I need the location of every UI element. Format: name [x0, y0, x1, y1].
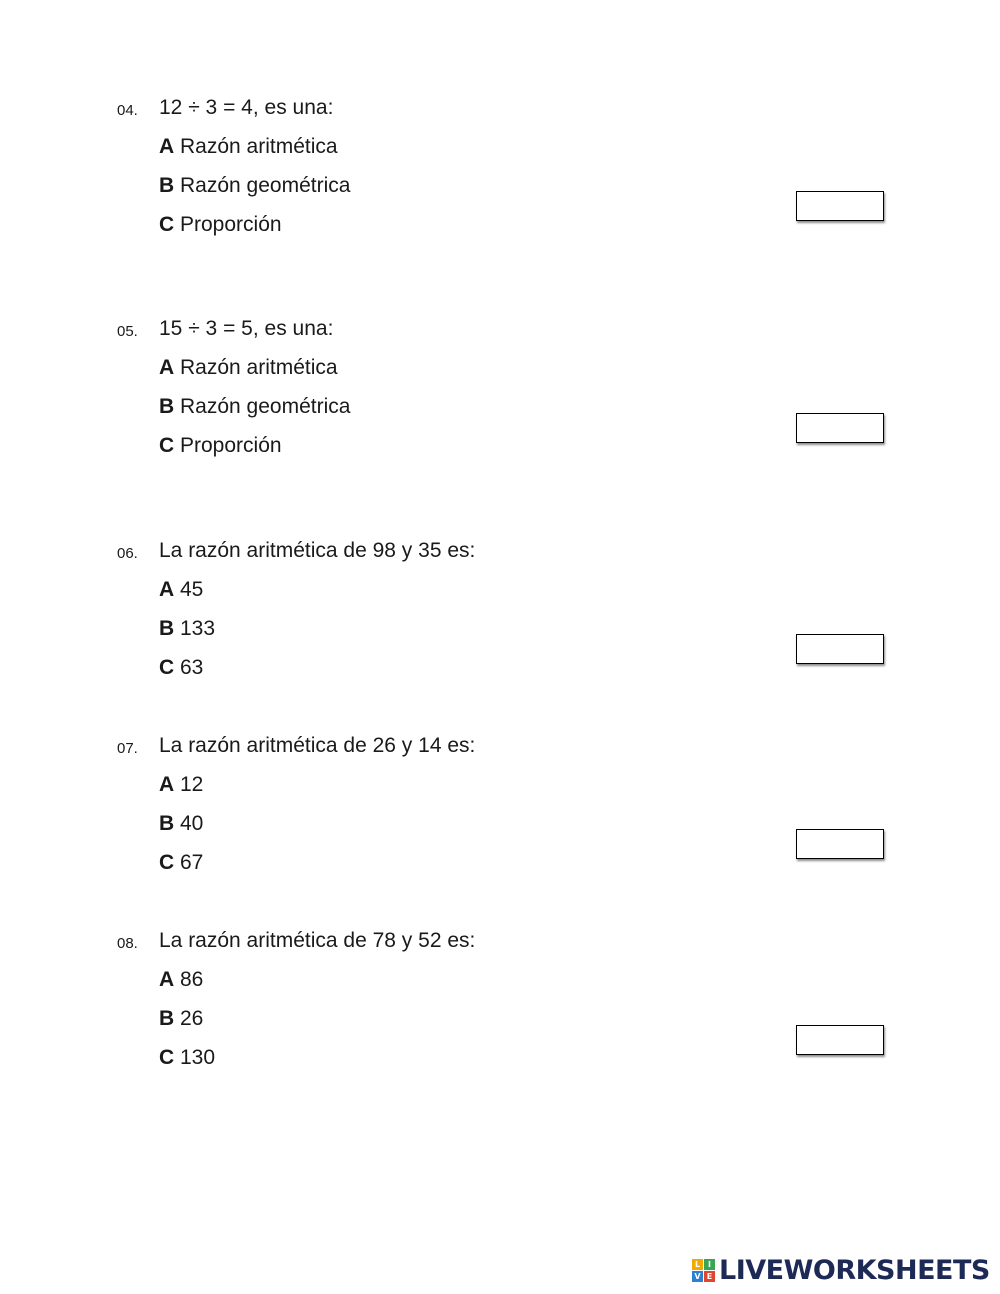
- answer-box-06[interactable]: [796, 634, 884, 664]
- option-letter: A: [159, 773, 175, 796]
- logo-tile: V: [692, 1271, 703, 1282]
- option-letter: A: [159, 356, 175, 379]
- option-letter: C: [159, 851, 175, 874]
- option-b: [159, 812, 203, 836]
- answer-box-07[interactable]: [796, 829, 884, 859]
- option-text: Razón aritmética: [174, 356, 338, 379]
- option-letter: B: [159, 174, 175, 197]
- option-b: [159, 617, 215, 641]
- question-number: 07.: [117, 740, 138, 757]
- option-b: [159, 1007, 203, 1031]
- logo-icon: [692, 1259, 715, 1282]
- option-text: 86: [174, 968, 204, 991]
- option-text: 26: [174, 1007, 204, 1030]
- question-text: La razón aritmética de 98 y 35 es:: [159, 539, 476, 562]
- question-number: 05.: [117, 323, 138, 340]
- option-letter: B: [159, 617, 175, 640]
- option-letter: C: [159, 656, 175, 679]
- option-text: 45: [174, 578, 204, 601]
- option-c: [159, 213, 282, 237]
- option-letter: C: [159, 434, 175, 457]
- question-number: 08.: [117, 935, 138, 952]
- option-letter: A: [159, 968, 175, 991]
- answer-box-08[interactable]: [796, 1025, 884, 1055]
- option-letter: A: [159, 135, 175, 158]
- option-letter: A: [159, 578, 175, 601]
- answer-box-05[interactable]: [796, 413, 884, 443]
- option-a: [159, 578, 203, 602]
- option-a: [159, 356, 338, 380]
- brand-name: LIVEWORKSHEETS: [719, 1254, 990, 1286]
- option-b: [159, 395, 350, 419]
- logo-tile: I: [704, 1259, 715, 1270]
- option-c: [159, 656, 203, 680]
- question-number: 06.: [117, 545, 138, 562]
- option-c: [159, 851, 203, 875]
- question-number: 04.: [117, 102, 138, 119]
- option-text: 133: [174, 617, 216, 640]
- logo-tile: E: [704, 1271, 715, 1282]
- option-text: 12: [174, 773, 204, 796]
- option-text: Razón geométrica: [174, 395, 351, 418]
- answer-box-04[interactable]: [796, 191, 884, 221]
- option-a: [159, 773, 203, 797]
- option-a: [159, 968, 203, 992]
- option-text: Proporción: [174, 213, 282, 236]
- option-letter: B: [159, 395, 175, 418]
- option-letter: B: [159, 1007, 175, 1030]
- option-text: 67: [174, 851, 204, 874]
- question-text: 12 ÷ 3 = 4, es una:: [159, 96, 334, 119]
- option-a: [159, 135, 338, 159]
- option-text: Razón aritmética: [174, 135, 338, 158]
- option-letter: C: [159, 1046, 175, 1069]
- option-text: 130: [174, 1046, 216, 1069]
- liveworksheets-logo: [692, 1255, 990, 1285]
- question-text: La razón aritmética de 78 y 52 es:: [159, 929, 476, 952]
- option-text: 63: [174, 656, 204, 679]
- option-letter: B: [159, 812, 175, 835]
- option-c: [159, 434, 282, 458]
- option-letter: C: [159, 213, 175, 236]
- option-b: [159, 174, 350, 198]
- question-text: La razón aritmética de 26 y 14 es:: [159, 734, 476, 757]
- option-c: [159, 1046, 215, 1070]
- option-text: Razón geométrica: [174, 174, 351, 197]
- option-text: Proporción: [174, 434, 282, 457]
- logo-tile: L: [692, 1259, 703, 1270]
- option-text: 40: [174, 812, 204, 835]
- question-text: 15 ÷ 3 = 5, es una:: [159, 317, 334, 340]
